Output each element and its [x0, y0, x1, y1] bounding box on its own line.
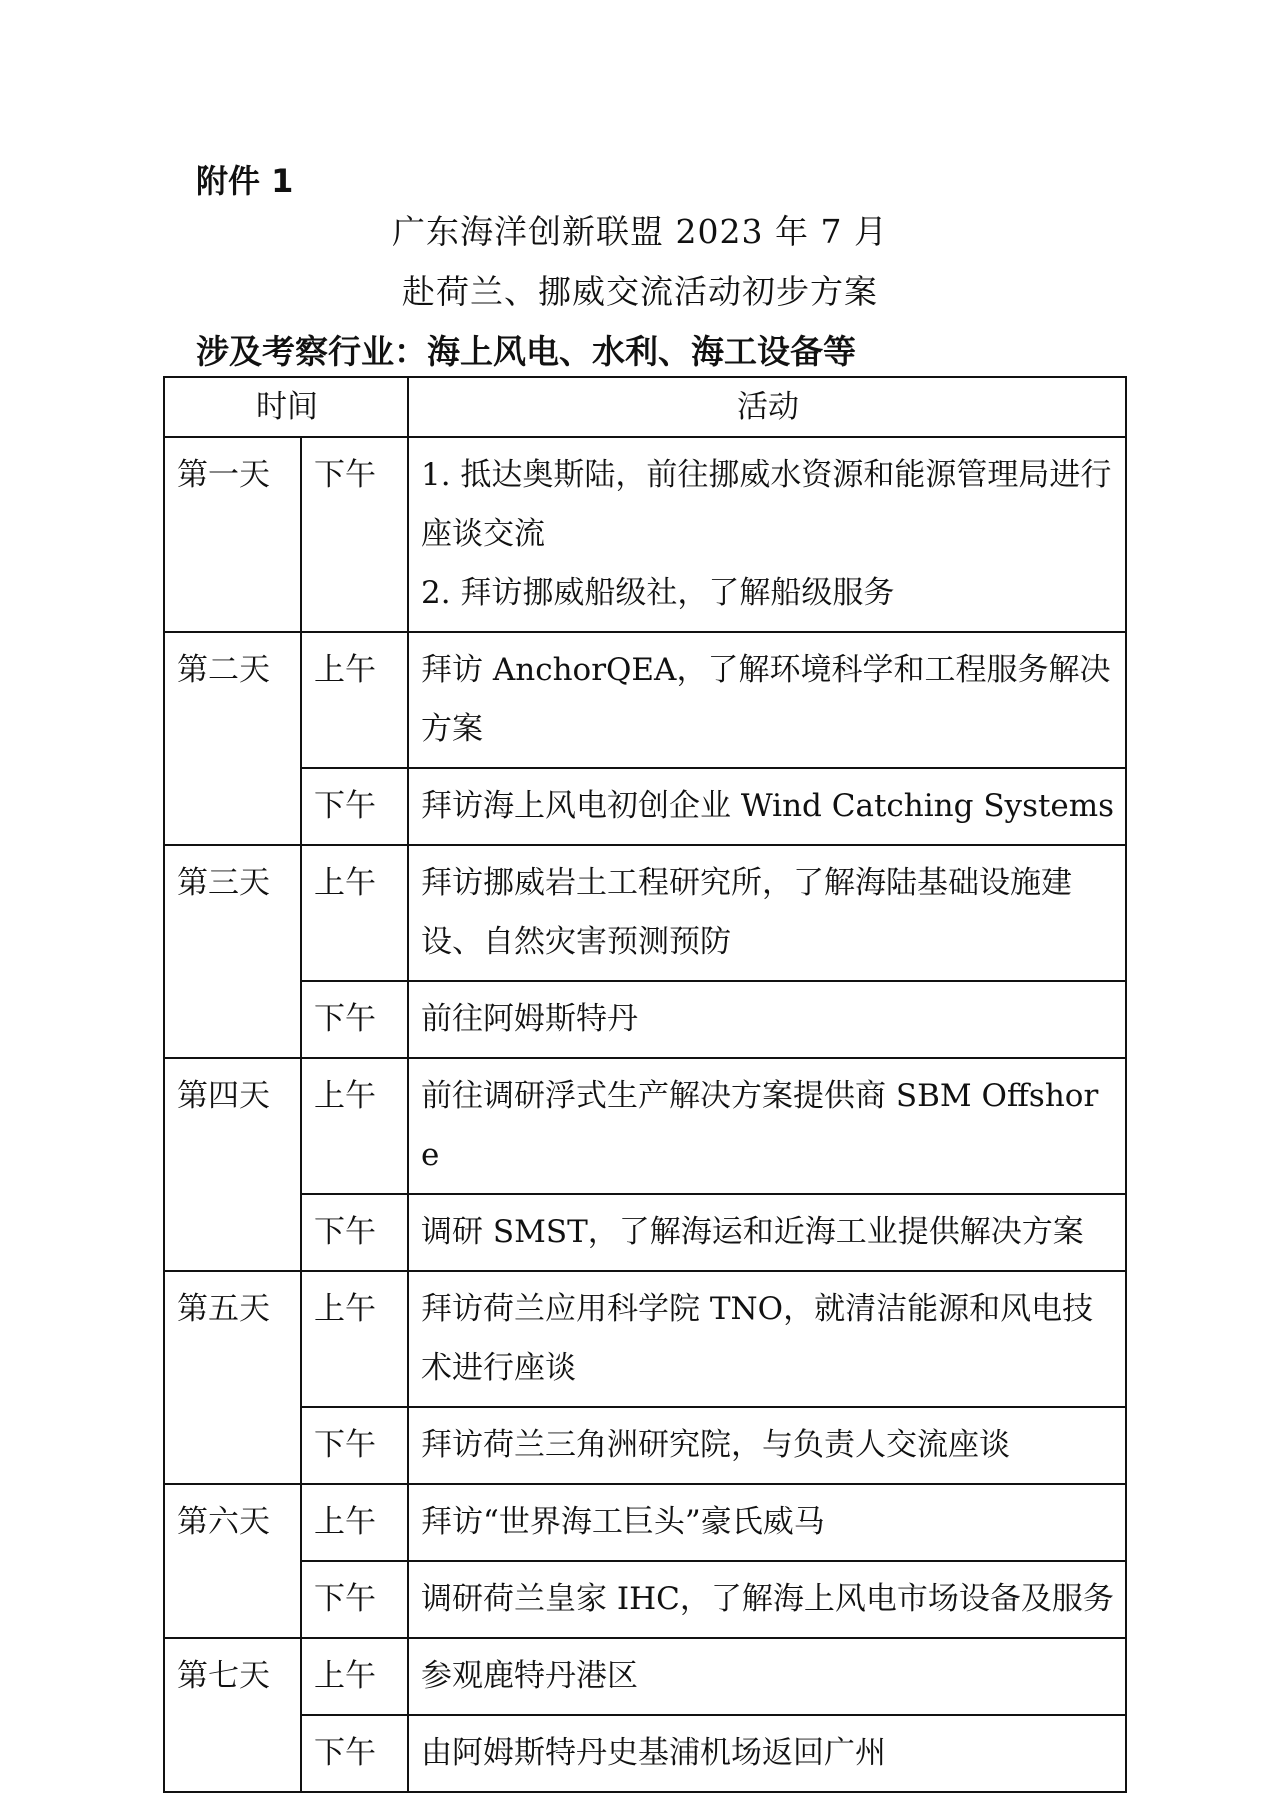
activity-cell — [408, 1715, 1126, 1792]
period-cell: 下午 — [301, 1715, 408, 1792]
table-row — [164, 1561, 1126, 1638]
activity-text: 拜访 AnchorQEA，了解环境科学和工程服务解决方案 — [421, 652, 1111, 747]
schedule-table — [163, 376, 1127, 1793]
attachment-label: 附件 1 — [196, 162, 294, 200]
table-row — [164, 1484, 1126, 1561]
period-cell: 下午 — [301, 768, 408, 845]
activity-text: 拜访挪威岩土工程研究所，了解海陆基础设施建设、自然灾害预测预防 — [421, 865, 1072, 960]
table-row — [164, 845, 1126, 981]
table-row — [164, 1194, 1126, 1271]
period-cell: 上午 — [301, 1058, 408, 1194]
day-cell: 第四天 — [164, 1058, 301, 1271]
table-row — [164, 1715, 1126, 1792]
table-row — [164, 1271, 1126, 1407]
activity-text: 前往调研浮式生产解决方案提供商 SBM Offshore — [421, 1078, 1099, 1173]
document-title-line-2: 赴荷兰、挪威交流活动初步方案 — [402, 272, 878, 311]
day-cell: 第六天 — [164, 1484, 301, 1638]
period-cell: 上午 — [301, 845, 408, 981]
period-cell: 下午 — [301, 1194, 408, 1271]
period-cell: 下午 — [301, 1561, 408, 1638]
activity-cell — [408, 1407, 1126, 1484]
activity-cell — [408, 437, 1126, 632]
table-row — [164, 1407, 1126, 1484]
activity-text: 拜访“世界海工巨头”豪氏威马 — [421, 1504, 825, 1540]
table-row — [164, 981, 1126, 1058]
day-cell: 第五天 — [164, 1271, 301, 1484]
activity-cell — [408, 1561, 1126, 1638]
document-title-line-1: 广东海洋创新联盟 2023 年 7 月 — [392, 212, 888, 251]
period-cell: 下午 — [301, 981, 408, 1058]
period-cell: 上午 — [301, 1638, 408, 1715]
activity-cell — [408, 1194, 1126, 1271]
activity-text: 由阿姆斯特丹史基浦机场返回广州 — [421, 1735, 886, 1771]
table-row — [164, 1058, 1126, 1194]
activity-text: 前往阿姆斯特丹 — [421, 1001, 638, 1037]
schedule-body — [164, 437, 1126, 1792]
activity-text: 拜访海上风电初创企业 Wind Catching Systems — [421, 788, 1115, 824]
activity-cell — [408, 845, 1126, 981]
header-activity: 活动 — [408, 377, 1126, 437]
activity-cell — [408, 1058, 1126, 1194]
period-cell: 下午 — [301, 1407, 408, 1484]
period-cell: 上午 — [301, 1271, 408, 1407]
activity-text: 调研 SMST，了解海运和近海工业提供解决方案 — [421, 1214, 1084, 1250]
table-row — [164, 632, 1126, 768]
period-cell: 下午 — [301, 437, 408, 632]
activity-text: 2. 拜访挪威船级社，了解船级服务 — [421, 575, 895, 611]
activity-text: 拜访荷兰三角洲研究院，与负责人交流座谈 — [421, 1427, 1010, 1463]
activity-cell — [408, 1638, 1126, 1715]
activity-cell — [408, 632, 1126, 768]
activity-cell — [408, 1484, 1126, 1561]
period-cell: 上午 — [301, 632, 408, 768]
header-time: 时间 — [164, 377, 408, 437]
table-header-row — [164, 377, 1126, 437]
activity-text: 调研荷兰皇家 IHC，了解海上风电市场设备及服务 — [421, 1581, 1114, 1617]
activity-text: 1. 抵达奥斯陆，前往挪威水资源和能源管理局进行座谈交流 — [421, 457, 1112, 552]
day-cell: 第一天 — [164, 437, 301, 632]
industries-subtitle: 涉及考察行业：海上风电、水利、海工设备等 — [196, 332, 856, 371]
activity-cell — [408, 768, 1126, 845]
day-cell: 第三天 — [164, 845, 301, 1058]
period-cell: 上午 — [301, 1484, 408, 1561]
activity-cell — [408, 1271, 1126, 1407]
activity-text: 参观鹿特丹港区 — [421, 1658, 638, 1694]
table-row — [164, 1638, 1126, 1715]
table-row — [164, 768, 1126, 845]
table-row — [164, 437, 1126, 632]
activity-text: 拜访荷兰应用科学院 TNO，就清洁能源和风电技术进行座谈 — [421, 1291, 1094, 1386]
activity-cell — [408, 981, 1126, 1058]
day-cell: 第二天 — [164, 632, 301, 845]
day-cell: 第七天 — [164, 1638, 301, 1792]
